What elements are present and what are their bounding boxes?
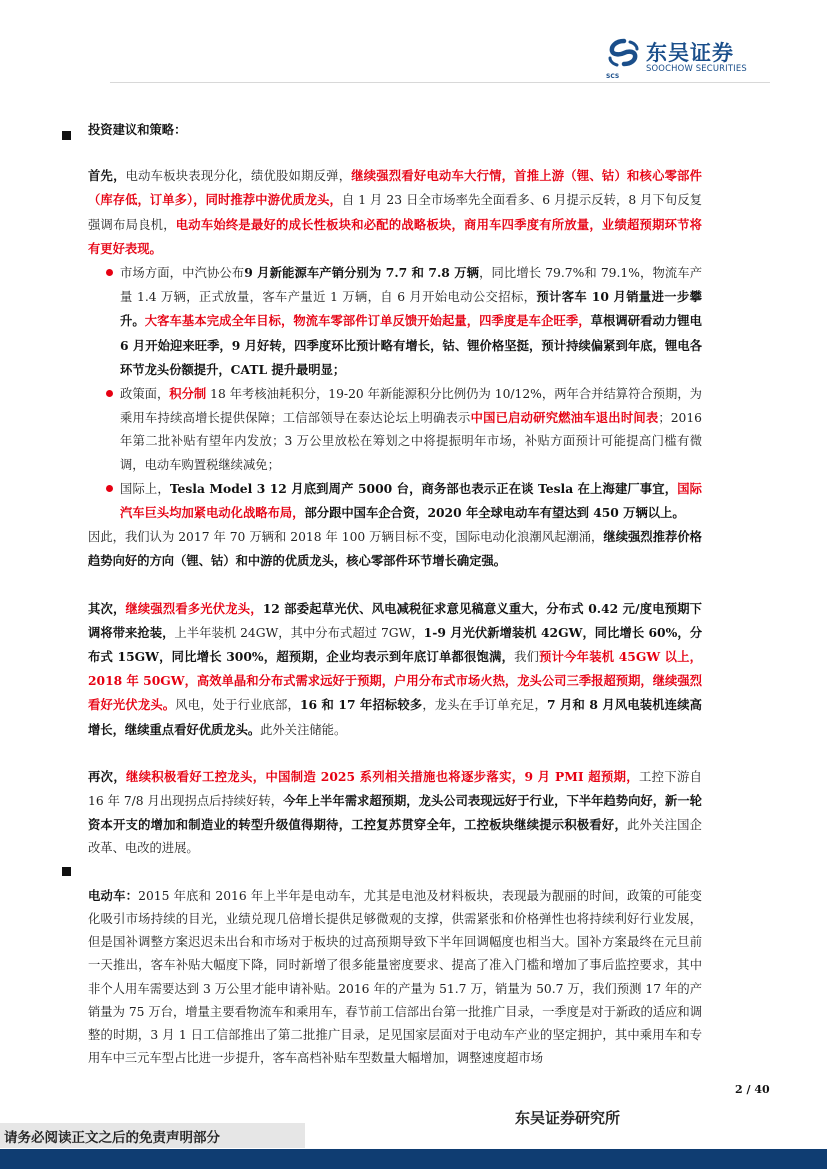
text-highlight: 大客车基本完成全年目标，物流车零部件订单反馈开始起量，四季度是车企旺季， <box>144 313 591 329</box>
paragraph-ev-section <box>88 884 702 1071</box>
footer-institute: 东吴证券研究所 <box>515 1109 621 1127</box>
bullet-market <box>88 261 702 382</box>
report-body <box>88 118 702 1070</box>
text-highlight: 继续强烈看多光伏龙头， <box>125 600 263 616</box>
bullet-international <box>88 477 702 525</box>
text-highlight: 电动车始终是最好的成长性板块和必配的战略板块，商用车四季度有所放量，业绩超预期环节将有更好表现。 <box>88 216 702 256</box>
text-highlight: 继续积极看好工控龙头，中国制造 2025 系列相关措施也将逐步落实，9 月 PMI 超预期， <box>126 768 639 784</box>
text-highlight: 继续强烈看好电动车大行情，首推上游（锂、钴）和核心零部件（库存低，订单多），同时推荐中游优质龙头， <box>88 168 702 208</box>
paragraph-solar <box>88 597 702 742</box>
header-divider <box>110 82 770 83</box>
red-bullet-icon <box>106 269 113 276</box>
section-title-ev: 电动车： <box>88 887 139 903</box>
text-normal: ，龙头在手订单充足， <box>422 698 547 713</box>
text-normal: 市场方面，中汽协公布 <box>120 266 245 281</box>
red-bullet-icon <box>106 485 113 492</box>
text-normal: 此外关注国企改革、电改的进展。 <box>88 818 702 856</box>
section-bullet-square <box>62 131 71 140</box>
paragraph-ev-conclusion <box>88 525 702 573</box>
text-first: 首先， <box>88 168 126 184</box>
text-bold: 7 月和 8 月风电装机连续高增长，继续重点看好优质龙头。 <box>88 697 702 737</box>
text-normal: 政策面， <box>120 387 170 402</box>
text-normal: 上半年装机 24GW，其中分布式超过 7GW， <box>174 625 424 640</box>
paragraph-ev-intro <box>88 164 702 261</box>
text-normal: 自 1 月 23 日全市场率先全面看多、6 月提示反转，8 月下旬反复强调布局良机， <box>88 193 702 232</box>
text-highlight: 中国已启动研究燃油车退出时间表 <box>470 410 659 426</box>
section-bullet-square <box>62 867 71 876</box>
text-bold: 今年上半年需求超预期，龙头公司表现远好于行业，下半年趋势向好，新一轮资本开支的增加和制造业的转型升级值得期待，工控复苏贯穿全年，工控板块继续提示积极看好， <box>88 793 702 833</box>
red-bullet-icon <box>106 390 113 397</box>
footer-bar <box>0 1149 827 1169</box>
text-normal: 因此，我们认为 2017 年 70 万辆和 2018 年 100 万辆目标不变，国际电动化浪潮风起潮涌， <box>88 530 604 545</box>
text-normal: 电动车板块表现分化，绩优股如期反弹， <box>125 169 352 184</box>
brand-name-cn: 东吴证券 <box>646 41 734 65</box>
text-bold: 9 月新能源车产销分别为 7.7 和 7.8 万辆 <box>244 265 480 281</box>
text-bold: 继续强烈推荐价格趋势向好的方向（锂、钴）和中游的优质龙头，核心零部件环节增长确定强。 <box>88 529 702 569</box>
text-bold: 部分跟中国车企合资，2020 年全球电动车有望达到 450 万辆以上。 <box>304 505 685 521</box>
bullet-policy <box>88 382 702 477</box>
brand-abbr: SCS <box>606 73 620 80</box>
soochow-logo-icon <box>606 38 642 72</box>
text-bold: Tesla Model 3 12 月底到周产 5000 台，商务部也表示正在谈 Tesla 在上海建厂事宜， <box>169 480 678 496</box>
text-highlight: 国际汽车巨头均加紧电动化战略布局， <box>120 480 702 521</box>
text-bold: 16 和 17 年招标较多 <box>299 697 423 713</box>
text-normal: 此外关注储能。 <box>260 722 347 737</box>
text-bold: 草根调研看动力锂电 6 月开始迎来旺季，9 月好转，四季度环比预计略有增长，钴、锂价格坚挺，预计持续偏紧到年底，锂电各环节龙头份额提升，CATL 提升最明显； <box>120 313 702 377</box>
text-normal: ，同比增长 79.7%和 79.1%，物流车产量 1.4 万辆，正式放量，客车产量近 1 万辆，自 6 月开始电动公交招标， <box>120 266 703 305</box>
text-bold: 1-9 月光伏新增装机 42GW，同比增长 60%，分布式 15GW，同比增长 300%，超预期，企业均表示到年底订单都很饱满， <box>88 624 702 665</box>
text-normal: ；2016 年第二批补贴有望年内发放；3 万公里放松在筹划之中将提振明年市场，补贴方面预计可能提高门槛有微调，电动车购置税继续减免； <box>120 411 702 472</box>
text-bold: 12 部委起草光伏、风电减税征求意见稿意义重大，分布式 0.42 元/度电预期下调将带来抢装， <box>88 600 702 640</box>
text-bold: 其次， <box>88 600 126 616</box>
text-bold: 再次， <box>88 768 127 784</box>
text-normal: 2015 年底和 2016 年上半年是电动车，尤其是电池及材料板块，表现最为靓丽的时间，政策的可能变化吸引市场持续的目光，业绩兑现几倍增长提供足够微观的支撑，供需紧张和价格弹性也将持续利好行业发展，但是国补调整方案迟迟未出台和市场对于板块的过高预期导致下半年回调幅度也相当大。国补方案最终在元旦前一天推出，客车补贴大幅度下降，同时新增了很多能量密度要求、提高了准入门槛和增加了事后监控要求，其中非个人用车需要达到 3 万公里才能申请补贴。2016 年的产量为 51.7 万，销量为 50.7 万，我们预测 17 年的产销量为 75 万台，增量主要看物流车和乘用车，春节前工信部出台第一批推广目录，一季度是对于新政的适应和调整的时期，3 月 1 日工信部推出了第二批推广目录，足见国家层面对于电动车产业的坚定拥护，其中乘用车和专用车中三元车型占比进一步提升，客车高档补贴车型数量大幅增加，调整速度超市场 <box>88 888 702 1066</box>
brand-logo <box>606 36 776 78</box>
text-bold: 预计客车 10 月销量进一步攀升。 <box>120 289 702 329</box>
footer-disclaimer: 请务必阅读正文之后的免责声明部分 <box>4 1130 220 1146</box>
text-highlight: 积分制 <box>169 386 207 402</box>
text-normal: 工控下游自 16 年 7/8 月出现拐点后持续好转， <box>88 769 702 809</box>
paragraph-industrial-control <box>88 765 702 861</box>
page-number: 2 / 40 <box>735 1083 770 1096</box>
text-normal: 我们 <box>514 650 540 665</box>
text-normal: 国际上， <box>120 481 170 496</box>
text-normal: 18 年考核油耗积分，19-20 年新能源积分比例仍为 10/12%，两年合并结算符合预期，为乘用车持续高增长提供保障；工信部领导在泰达论坛上明确表示 <box>120 387 702 426</box>
brand-name-en: SOOCHOW SECURITIES <box>646 63 747 73</box>
text-highlight: 预计今年装机 45GW 以上，2018 年 50GW，高效单晶和分布式需求远好于预期，户用分布式市场火热，龙头公司三季报超预期，继续强烈看好光伏龙头。 <box>88 649 702 713</box>
text-normal: 风电，处于行业底部， <box>175 698 300 713</box>
footer-disclaimer-box <box>0 1123 305 1148</box>
section-title-strategy: 投资建议和策略： <box>88 122 187 137</box>
